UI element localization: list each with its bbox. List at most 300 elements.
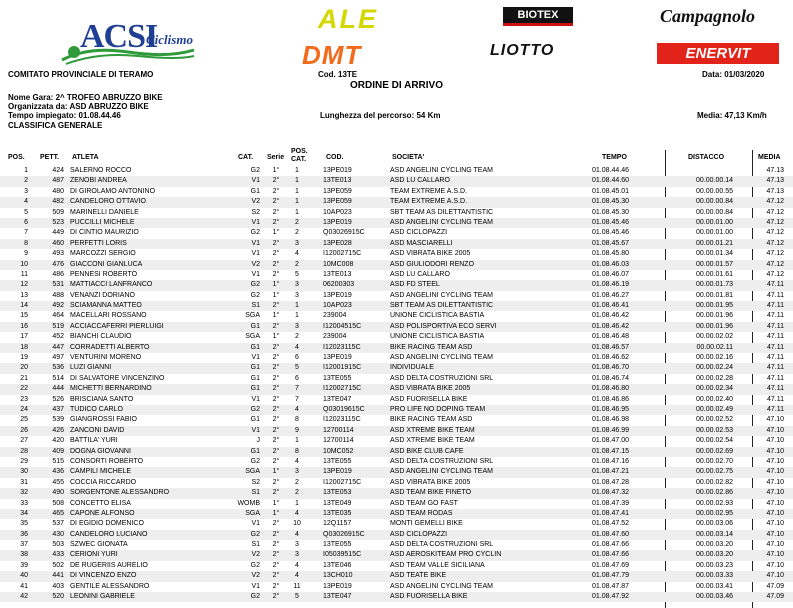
cell-cat: V2 <box>251 551 260 559</box>
table-row <box>0 426 793 436</box>
cell-tempo: 01.08.47.79 <box>592 572 629 580</box>
cell-cat: S1 <box>251 302 260 310</box>
cell-distacco: 00.00.02.95 <box>696 509 733 517</box>
cell-media: 47.12 <box>766 229 784 237</box>
cell-cod: 13TE053 <box>323 489 352 497</box>
table-row <box>0 384 793 394</box>
cell-cod: 13TE047 <box>323 593 352 601</box>
cell-societa: ASD ANGELINI CYCLING TEAM <box>390 291 493 299</box>
cell-societa: ASD GIULIODORI RENZO <box>390 260 475 268</box>
cell-pett: 409 <box>52 447 64 455</box>
cell-media: 47.11 <box>767 302 784 310</box>
cell-distacco: 00.00.02.11 <box>696 343 733 351</box>
cell-cat: G1 <box>250 187 260 195</box>
cell-atleta: DE RUGERIIS AURELIO <box>70 561 148 569</box>
cell-pos: 25 <box>20 416 28 424</box>
cell-tempo: 01.08.46.95 <box>592 405 629 413</box>
cell-poscat: 8 <box>295 447 299 455</box>
cell-atleta: PERFETTI LORIS <box>70 239 127 247</box>
cell-media: 47.13 <box>766 177 784 185</box>
cell-societa: ASD ANGELINI CYCLING TEAM <box>390 468 493 476</box>
cell-societa: ASD TEAM BIKE FINETO <box>390 489 472 497</box>
cell-serie: 2° <box>272 572 280 580</box>
cell-societa: BIKE RACING TEAM ASD <box>390 416 473 424</box>
cell-poscat: 2 <box>295 478 299 486</box>
cell-cat: G2 <box>250 405 260 413</box>
cell-poscat: 3 <box>295 291 299 299</box>
cell-serie: 2° <box>272 489 280 497</box>
cell-poscat: 3 <box>295 541 299 549</box>
cell-tempo: 01.08.44.60 <box>592 177 629 185</box>
cell-atleta: CAPONE ALFONSO <box>70 509 135 517</box>
cell-cat: V2 <box>251 260 260 268</box>
ale-logo: ALE <box>318 4 378 34</box>
cell-pett: 433 <box>52 551 64 559</box>
cell-pos: 39 <box>20 561 28 569</box>
cell-pos: 2 <box>24 177 28 185</box>
cell-pos: 35 <box>20 520 28 528</box>
cell-distacco: 00.00.02.69 <box>696 447 733 455</box>
cell-media: 47.10 <box>766 489 784 497</box>
cell-media: 47.10 <box>766 457 784 465</box>
cell-tempo: 01.08.45.30 <box>592 198 629 206</box>
cell-media: 47.10 <box>766 478 784 486</box>
cell-cod: 13PE019 <box>323 354 352 362</box>
cell-poscat: 2 <box>295 218 299 226</box>
cell-cat: V1 <box>251 395 260 403</box>
cell-pett: 487 <box>52 177 64 185</box>
cell-societa: ASD VIBRATA BIKE 2005 <box>390 385 471 393</box>
table-row <box>0 260 793 270</box>
cell-media: 47.12 <box>766 218 784 226</box>
cell-tempo: 01.08.47.32 <box>592 489 629 497</box>
results-table <box>0 166 793 602</box>
cell-pett: 492 <box>52 302 64 310</box>
cell-atleta: DOGNA GIOVANNI <box>70 447 131 455</box>
cell-distacco: 00.00.03.20 <box>696 541 733 549</box>
cell-media: 47.11 <box>767 312 784 320</box>
cell-serie: 2° <box>272 385 280 393</box>
cell-tempo: 01.08.44.46 <box>592 167 629 174</box>
cell-cod: 13PE019 <box>323 291 352 299</box>
cell-pett: 465 <box>52 509 64 517</box>
cell-pett: 464 <box>52 312 64 320</box>
cell-distacco: 00.00.03.06 <box>696 520 733 528</box>
col-tempo: TEMPO <box>602 154 627 161</box>
col-cod: COD. <box>326 154 344 161</box>
cell-media: 47.10 <box>766 520 784 528</box>
cell-pett: 420 <box>52 437 64 445</box>
cell-cod: Q03019615C <box>323 405 365 413</box>
cell-poscat: 4 <box>295 457 299 465</box>
cell-pos: 29 <box>20 457 28 465</box>
cell-poscat: 6 <box>295 374 299 382</box>
cell-media: 47.11 <box>767 405 784 413</box>
cell-pett: 531 <box>52 281 64 289</box>
table-row <box>0 343 793 353</box>
cell-cat: S1 <box>251 489 260 497</box>
cell-serie: 2° <box>272 447 280 455</box>
cell-pett: 476 <box>52 260 64 268</box>
cell-poscat: 7 <box>295 395 299 403</box>
cell-cod: I05039515C <box>323 551 362 559</box>
cell-serie: 1° <box>272 509 280 517</box>
cell-atleta: LUZI GIANNI <box>70 364 112 372</box>
cell-media: 47.11 <box>767 291 784 299</box>
cell-cod: 13CH010 <box>323 572 353 580</box>
cell-cat: G2 <box>250 530 260 538</box>
cell-pos: 21 <box>20 374 28 382</box>
cell-atleta: VENANZI DORIANO <box>70 291 135 299</box>
cell-cod: 13PE019 <box>323 582 352 590</box>
cell-poscat: 1 <box>295 177 299 185</box>
cell-societa: ASD FD STEEL <box>390 281 440 289</box>
cell-distacco: 00.00.02.86 <box>696 489 733 497</box>
table-row <box>0 280 793 290</box>
cell-distacco: 00.00.00.84 <box>696 208 733 216</box>
table-row <box>0 540 793 550</box>
cell-distacco: 00.00.02.49 <box>696 405 733 413</box>
cell-atleta: PUCCILLI MICHELE <box>70 218 135 226</box>
table-row <box>0 395 793 405</box>
cell-pos: 36 <box>20 530 28 538</box>
cell-cat: G2 <box>250 593 260 601</box>
cell-cod: 13TE055 <box>323 541 352 549</box>
cell-societa: ASD XTREME BIKE TEAM <box>390 426 475 434</box>
cell-atleta: DI SALVATORE VINCENZINO <box>70 374 165 382</box>
cell-cod: I12001915C <box>323 364 362 372</box>
cell-tempo: 01.08.46.42 <box>592 312 629 320</box>
cell-cod: 13PE019 <box>323 218 352 226</box>
table-row <box>0 239 793 249</box>
cell-societa: UNIONE CICLISTICA BASTIA <box>390 312 485 320</box>
cell-cod: I12004515C <box>323 322 362 330</box>
cell-poscat: 5 <box>295 270 299 278</box>
cell-poscat: 1 <box>295 302 299 310</box>
cell-pett: 503 <box>52 541 64 549</box>
cell-atleta: MARINELLI DANIELE <box>70 208 139 216</box>
cell-media: 47.11 <box>767 354 784 362</box>
cell-poscat: 1 <box>295 167 299 174</box>
cell-distacco: 00.00.02.53 <box>696 426 733 434</box>
cell-atleta: CAMPILI MICHELE <box>70 468 132 476</box>
cell-poscat: 4 <box>295 561 299 569</box>
cell-cod: 239004 <box>323 333 347 341</box>
cell-distacco: 00.00.03.14 <box>696 530 733 538</box>
cell-tempo: 01.08.46.99 <box>592 426 629 434</box>
cell-pos: 30 <box>20 468 28 476</box>
cell-tempo: 01.08.46.80 <box>592 385 629 393</box>
cell-media: 47.11 <box>767 343 784 351</box>
committee-name: COMITATO PROVINCIALE DI TERAMO <box>8 70 154 79</box>
cell-serie: 2° <box>272 239 280 247</box>
cell-cat: G2 <box>250 561 260 569</box>
cell-societa: ASD VIBRATA BIKE 2005 <box>390 478 471 486</box>
cell-atleta: DI GIROLAMO ANTONINO <box>70 187 156 195</box>
cell-poscat: 3 <box>295 281 299 289</box>
cell-tempo: 01.08.47.66 <box>592 551 629 559</box>
cell-pos: 23 <box>20 395 28 403</box>
cell-distacco: 00.00.01.96 <box>696 322 733 330</box>
cell-serie: 2° <box>272 354 280 362</box>
cell-tempo: 01.08.47.21 <box>592 468 629 476</box>
table-row <box>0 436 793 446</box>
cell-societa: SBT TEAM AS DILETTANTISTIC <box>390 302 494 310</box>
cell-cod: 13PE059 <box>323 198 352 206</box>
enervit-logo: ENERVIT <box>657 43 779 64</box>
cell-distacco: 00.00.02.24 <box>696 364 733 372</box>
cell-media: 47.10 <box>766 561 784 569</box>
cell-distacco: 00.00.01.57 <box>696 260 733 268</box>
cell-distacco: 00.00.02.16 <box>696 354 733 362</box>
cell-distacco: 00.00.02.28 <box>696 374 733 382</box>
cell-media: 47.10 <box>766 447 784 455</box>
cell-pett: 502 <box>52 561 64 569</box>
cell-societa: ASD CICLOPAZZI <box>390 229 448 237</box>
cell-societa: ASD FUORISELLA BIKE <box>390 395 468 403</box>
table-row <box>0 363 793 373</box>
cell-poscat: 3 <box>295 468 299 476</box>
cell-media: 47.12 <box>766 208 784 216</box>
cell-poscat: 1 <box>295 499 299 507</box>
cell-societa: ASD ANGELINI CYCLING TEAM <box>390 218 493 226</box>
cell-atleta: MICHETTI BERNARDINO <box>70 385 152 393</box>
cell-pos: 32 <box>20 489 28 497</box>
cell-pett: 488 <box>52 291 64 299</box>
cell-poscat: 2 <box>295 260 299 268</box>
cell-societa: ASD TEAM RODAS <box>390 509 453 517</box>
cell-tempo: 01.08.46.03 <box>592 260 629 268</box>
cell-pett: 490 <box>52 489 64 497</box>
cell-serie: 2° <box>272 551 280 559</box>
cell-pett: 430 <box>52 530 64 538</box>
cell-pett: 515 <box>52 457 64 465</box>
cell-societa: ASD ANGELINI CYCLING TEAM <box>390 354 493 362</box>
col-atleta: ATLETA <box>72 154 99 161</box>
cell-atleta: ACCIACCAFERRI PIERLUIGI <box>70 322 164 330</box>
cell-societa: ASD LU CALLARO <box>390 177 450 185</box>
cell-pett: 539 <box>52 416 64 424</box>
cell-pos: 41 <box>20 582 28 590</box>
table-row <box>0 561 793 571</box>
table-row <box>0 166 793 176</box>
cell-poscat: 1 <box>295 187 299 195</box>
cell-serie: 2° <box>272 208 280 216</box>
cell-atleta: CANDELORO LUCIANO <box>70 530 148 538</box>
cell-serie: 2° <box>272 541 280 549</box>
cell-pos: 28 <box>20 447 28 455</box>
cell-distacco: 00.00.03.41 <box>696 582 733 590</box>
cell-pos: 22 <box>20 385 28 393</box>
cell-cod: I12023115C <box>323 416 361 424</box>
table-row <box>0 176 793 186</box>
cell-tempo: 01.08.47.66 <box>592 541 629 549</box>
cell-pos: 14 <box>20 302 28 310</box>
cell-pett: 437 <box>52 405 64 413</box>
cell-distacco: 00.00.00.84 <box>696 198 733 206</box>
cell-tempo: 01.08.46.48 <box>592 333 629 341</box>
cell-societa: ASD POLISPORTIVA ECO SERVI <box>390 322 497 330</box>
cell-tempo: 01.08.46.98 <box>592 416 629 424</box>
cell-cat: V1 <box>251 426 260 434</box>
cell-serie: 1° <box>272 229 280 237</box>
table-row <box>0 519 793 529</box>
cell-cat: V1 <box>251 239 260 247</box>
cell-cod: 239004 <box>323 312 347 320</box>
cell-tempo: 01.08.45.67 <box>592 239 629 247</box>
cell-cod: 13TE055 <box>323 457 352 465</box>
cell-tempo: 01.08.47.92 <box>592 593 629 601</box>
cell-societa: UNIONE CICLISTICA BASTIA <box>390 333 485 341</box>
cell-cat: S2 <box>251 478 260 486</box>
cell-cat: V1 <box>251 582 260 590</box>
col-pos: POS. <box>8 154 25 161</box>
cell-serie: 2° <box>272 270 280 278</box>
cell-tempo: 01.08.47.15 <box>592 447 629 455</box>
cell-tempo: 01.08.47.16 <box>592 457 629 465</box>
cell-pos: 1 <box>24 167 28 174</box>
cell-pett: 493 <box>52 250 64 258</box>
table-row <box>0 208 793 218</box>
cell-societa: BIKE RACING TEAM ASD <box>390 343 473 351</box>
cell-distacco: 00.00.02.75 <box>696 468 733 476</box>
cell-media: 47.12 <box>766 260 784 268</box>
cell-serie: 2° <box>272 520 280 528</box>
cell-serie: 2° <box>272 478 280 486</box>
cell-pos: 7 <box>24 229 28 237</box>
cell-media: 47.10 <box>766 416 784 424</box>
col-cat: CAT. <box>238 154 254 161</box>
cell-pos: 13 <box>20 291 28 299</box>
cell-serie: 2° <box>272 426 280 434</box>
col-poscat: POS. CAT. <box>291 148 308 163</box>
cell-media: 47.11 <box>767 395 784 403</box>
cell-atleta: ZANCONI DAVID <box>70 426 125 434</box>
cell-atleta: LEONINI GABRIELE <box>70 593 135 601</box>
classification-label: CLASSIFICA GENERALE <box>8 121 103 130</box>
cell-distacco: 00.00.03.46 <box>696 593 733 601</box>
table-row <box>0 447 793 457</box>
cell-serie: 2° <box>272 530 280 538</box>
cell-cat: G1 <box>250 364 260 372</box>
cell-media: 47.10 <box>766 551 784 559</box>
biotex-logo: BIOTEX <box>503 7 573 26</box>
cell-atleta: SORGENTONE ALESSANDRO <box>70 489 170 497</box>
table-row <box>0 499 793 509</box>
cell-cod: Q03026915C <box>323 229 365 237</box>
cell-pos: 9 <box>24 250 28 258</box>
cell-cat: V2 <box>251 198 260 206</box>
cell-atleta: CONSORTI ROBERTO <box>70 457 144 465</box>
col-societa: SOCIETA' <box>392 154 425 161</box>
cell-poscat: 8 <box>295 416 299 424</box>
cell-serie: 2° <box>272 198 280 206</box>
cell-pett: 449 <box>52 229 64 237</box>
table-row <box>0 550 793 560</box>
cell-serie: 2° <box>272 364 280 372</box>
cell-media: 47.12 <box>766 239 784 247</box>
cell-pos: 40 <box>20 572 28 580</box>
cell-distacco: 00.00.02.52 <box>696 416 733 424</box>
cell-media: 47.11 <box>767 281 784 289</box>
cell-poscat: 1 <box>295 208 299 216</box>
cell-tempo: 01.08.46.27 <box>592 291 629 299</box>
race-name: Nome Gara: 2^ TROFEO ABRUZZO BIKE <box>8 93 163 102</box>
cell-cod: 10AP023 <box>323 302 352 310</box>
cell-pos: 33 <box>20 499 28 507</box>
cell-media: 47.09 <box>766 593 784 601</box>
cell-societa: TEAM EXTREME A.S.D. <box>390 198 468 206</box>
cell-pos: 38 <box>20 551 28 559</box>
cell-poscat: 10 <box>293 520 301 528</box>
cell-cod: I12002715C <box>323 385 362 393</box>
cell-cod: 12700114 <box>323 437 354 445</box>
cell-media: 47.10 <box>766 426 784 434</box>
cell-serie: 2° <box>272 405 280 413</box>
race-code: Cod. 13TE <box>318 70 358 79</box>
cell-media: 47.12 <box>766 198 784 206</box>
cell-tempo: 01.08.46.86 <box>592 395 629 403</box>
cell-pett: 441 <box>52 572 64 580</box>
cell-societa: ASD XTREME BIKE TEAM <box>390 437 475 445</box>
cell-cod: 13TE055 <box>323 374 352 382</box>
cell-distacco: 00.00.03.20 <box>696 551 733 559</box>
cell-pett: 460 <box>52 239 64 247</box>
cell-pos: 34 <box>20 509 28 517</box>
cell-media: 47.12 <box>766 250 784 258</box>
cell-serie: 2° <box>272 250 280 258</box>
cell-distacco: 00.00.01.73 <box>696 281 733 289</box>
cell-distacco: 00.00.03.33 <box>696 572 733 580</box>
cell-cat: V1 <box>251 177 260 185</box>
cell-serie: 1° <box>272 499 280 507</box>
cell-societa: ASD VIBRATA BIKE 2005 <box>390 250 471 258</box>
campagnolo-logo: Campagnolo <box>660 6 756 26</box>
cell-tempo: 01.08.46.42 <box>592 322 629 330</box>
col-distacco: DISTACCO <box>688 154 725 161</box>
liotto-logo: LIOTTO <box>490 42 555 59</box>
table-row <box>0 571 793 581</box>
cell-atleta: MATTIACCI LANFRANCO <box>70 281 153 289</box>
cell-distacco: 00.00.02.40 <box>696 395 733 403</box>
cell-atleta: SZWEC GIONATA <box>70 541 128 549</box>
cell-societa: ASD TEAM VALLE SICILIANA <box>390 561 485 569</box>
cell-poscat: 2 <box>295 333 299 341</box>
cell-tempo: 01.08.47.39 <box>592 499 629 507</box>
table-row <box>0 353 793 363</box>
cell-cod: I12002715C <box>323 478 362 486</box>
col-pett: PETT. <box>40 154 60 161</box>
cell-pos: 6 <box>24 218 28 226</box>
cell-societa: ASD AEROSKITEAM PRO CYCLIN <box>390 551 502 559</box>
cell-cat: WOMB <box>237 499 260 507</box>
cell-cat: G1 <box>250 343 260 351</box>
cell-distacco: 00.00.01.95 <box>696 302 733 310</box>
table-row <box>0 218 793 228</box>
cell-poscat: 1 <box>295 437 299 445</box>
cell-societa: ASD ANGELINI CYCLING TEAM <box>390 582 493 590</box>
cell-poscat: 4 <box>295 405 299 413</box>
cell-pos: 16 <box>20 322 28 330</box>
dmt-logo: DMT <box>302 40 362 70</box>
cell-cat: G1 <box>250 374 260 382</box>
cell-cat: J <box>256 437 260 445</box>
cell-cat: V1 <box>251 270 260 278</box>
cell-atleta: CORRADETTI ALBERTO <box>70 343 150 351</box>
cell-serie: 2° <box>272 593 280 601</box>
cell-atleta: SCIAMANNA MATTEO <box>70 302 142 310</box>
cell-cod: 10AP023 <box>323 208 352 216</box>
